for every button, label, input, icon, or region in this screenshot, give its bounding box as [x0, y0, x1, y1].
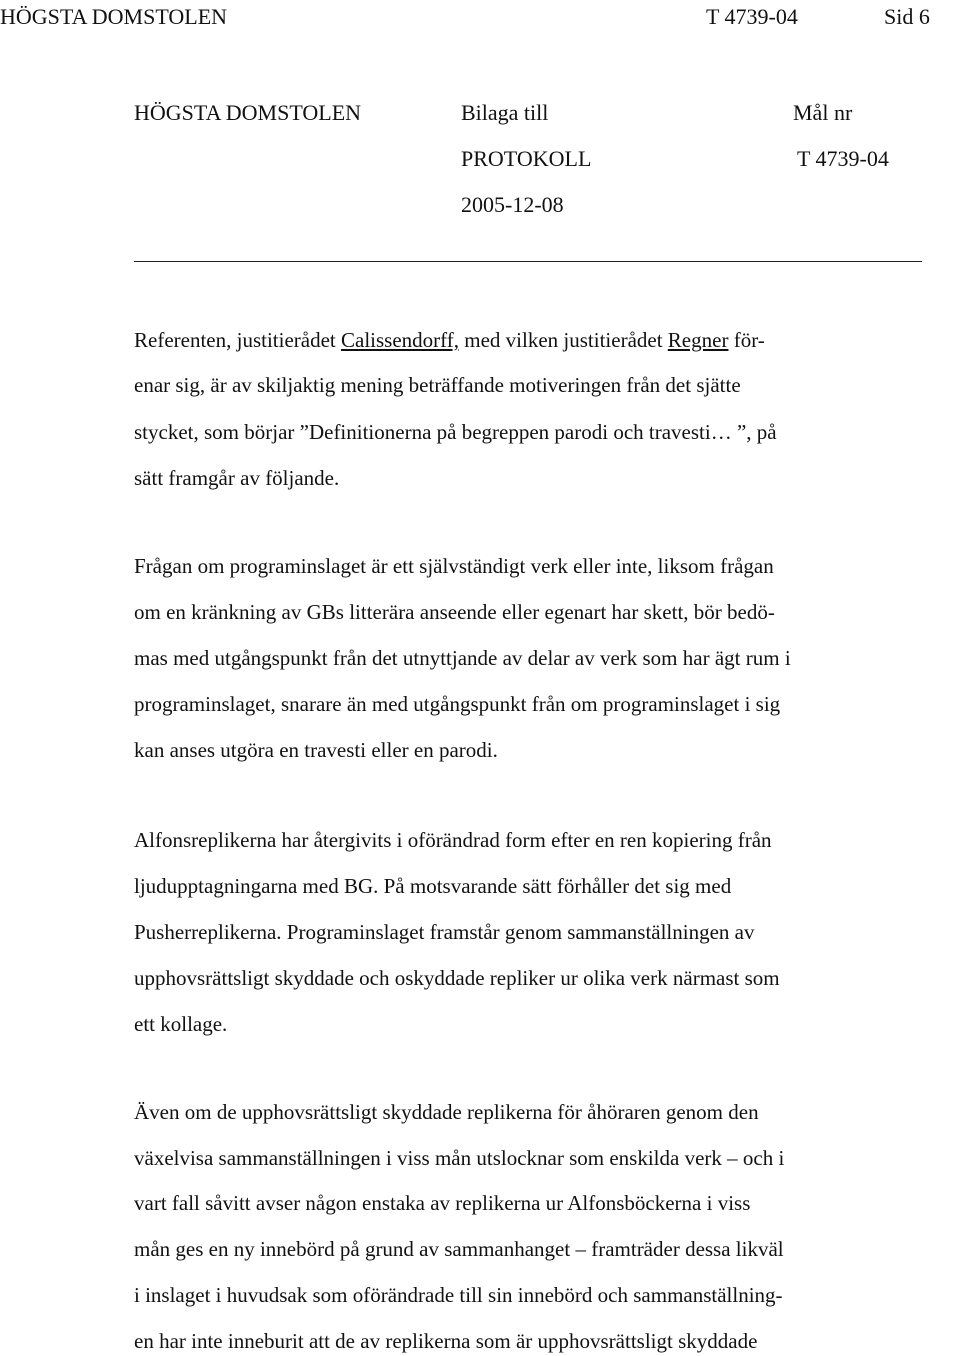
text-line: vart fall såvitt avser någon enstaka av replikerna ur Alfonsböckerna i viss	[134, 1191, 751, 1215]
opening-text: för-	[728, 328, 765, 352]
header-protokoll: PROTOKOLL	[461, 146, 592, 171]
text-line: Pusherreplikerna. Programinslaget framstår genom sammanställningen av	[134, 920, 755, 944]
text-line: Även om de upphovsrättsligt skyddade replikerna för åhöraren genom den	[134, 1100, 759, 1124]
opening-text: Referenten, justitierådet	[134, 328, 341, 352]
text-line: programinslaget, snarare än med utgångspunkt från om programinslaget i sig	[134, 692, 781, 716]
text-line: i inslaget i huvudsak som oförändrade till sin innebörd och sammanställning-	[134, 1283, 783, 1307]
text-line: mån ges en ny innebörd på grund av sammanhanget – framträder dessa likväl	[134, 1237, 784, 1261]
opening-line-4: sätt framgår av följande.	[134, 466, 340, 490]
underlined-name-regner: Regner	[667, 328, 729, 352]
text-line: mas med utgångspunkt från det utnyttjande av delar av verk som har ägt rum i	[134, 646, 791, 670]
opening-line-2: enar sig, är av skiljaktig mening beträffande motiveringen från det sjätte	[134, 373, 741, 397]
text-line: kan anses utgöra en travesti eller en parodi.	[134, 738, 498, 762]
text-line: växelvisa sammanställningen i viss mån utslocknar som enskilda verk – och i	[134, 1146, 785, 1170]
text-line: om en kränkning av GBs litterära anseende eller egenart har skett, bör bedö-	[134, 600, 775, 624]
header-mal-number: T 4739-04	[797, 146, 889, 171]
running-header-court: HÖGSTA DOMSTOLEN	[0, 4, 228, 29]
running-header-page-number: Sid 6	[884, 4, 930, 29]
opening-text: med vilken justitierådet	[459, 328, 668, 352]
text-line: Frågan om programinslaget är ett självständigt verk eller inte, liksom frågan	[134, 554, 774, 578]
header-mal-label: Mål nr	[793, 100, 853, 125]
header-date: 2005-12-08	[461, 192, 564, 217]
text-line: ett kollage.	[134, 1012, 228, 1036]
header-bilaga: Bilaga till	[461, 100, 549, 125]
running-header-case-number: T 4739-04	[706, 4, 798, 29]
opening-line-3: stycket, som börjar ”Definitionerna på begreppen parodi och travesti… ”, på	[134, 420, 777, 444]
text-line: ljudupptagningarna med BG. På motsvarande sätt förhåller det sig med	[134, 874, 732, 898]
text-line: en har inte inneburit att de av replikerna som är upphovsrättsligt skyddade	[134, 1329, 758, 1353]
opening-line-1	[134, 328, 765, 353]
header-divider	[134, 261, 922, 262]
header-court: HÖGSTA DOMSTOLEN	[134, 100, 362, 125]
underlined-name-calissendorff: Calissendorff,	[341, 328, 460, 352]
text-line: Alfonsreplikerna har återgivits i oförändrad form efter en ren kopiering från	[134, 828, 772, 852]
text-line: upphovsrättsligt skyddade och oskyddade repliker ur olika verk närmast som	[134, 966, 780, 990]
